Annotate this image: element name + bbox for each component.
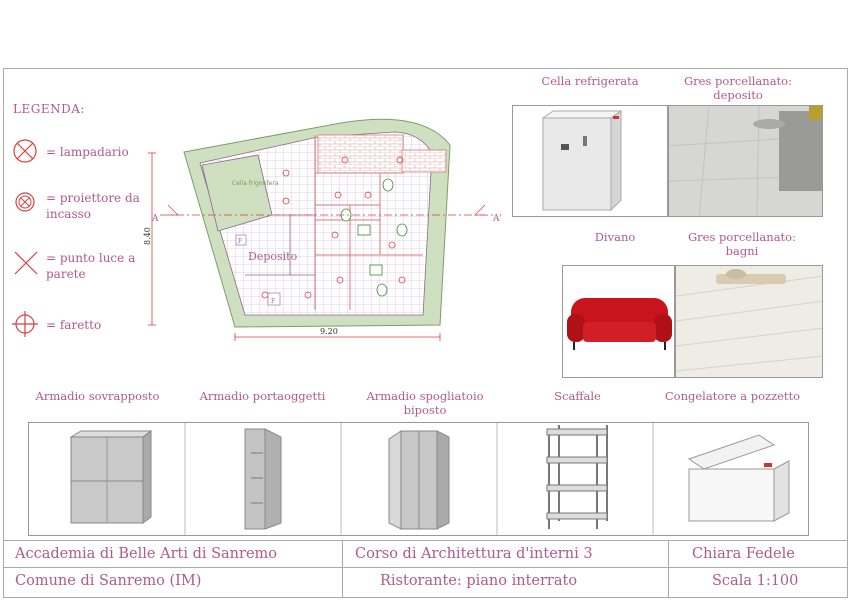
floor-plan	[140, 105, 510, 350]
storage-room-label: Deposito	[248, 250, 298, 263]
caption-double-locker: Armadio spogliatoio biposto	[366, 389, 484, 417]
dimension-width-label: 9.20	[320, 327, 338, 336]
caption-sofa: Divano	[594, 230, 636, 244]
recessed-spotlight-icon	[12, 190, 42, 218]
brick-area	[318, 135, 403, 173]
footer-project: Ristorante: piano interrato	[380, 573, 578, 589]
legend-label: = punto luce a parete	[46, 251, 136, 281]
footer-course: Corso di Architettura d'interni 3	[355, 546, 593, 562]
footer-divider	[3, 567, 848, 568]
caption-floor-bath: Gres porcellanato: bagni	[688, 230, 796, 258]
footer-author: Chiara Fedele	[692, 546, 795, 562]
caption-cold-room: Cella refrigerata	[541, 74, 639, 88]
toilet-fixture	[383, 179, 393, 191]
legend-label: = proiettore da incasso	[46, 191, 140, 221]
cold-room-label: Cella frigorifera	[232, 180, 279, 187]
spotlight-icon	[12, 310, 42, 340]
toilet-fixture	[397, 224, 407, 236]
mark-f: F	[271, 298, 276, 305]
legend-label: = lampadario	[46, 145, 129, 159]
toilet-fixture	[377, 284, 387, 296]
section-label-left: A	[152, 214, 159, 224]
stacked-cabinet-image	[71, 431, 151, 523]
footer-divider	[3, 540, 848, 541]
sink-fixture	[358, 225, 370, 235]
caption-shelving: Scaffale	[554, 389, 601, 403]
caption-stacked-cabinet: Armadio sovrapposto	[35, 389, 160, 403]
red-sofa-image	[562, 265, 675, 378]
legend-title: LEGENDA:	[13, 102, 85, 116]
white-wood-tile-image	[675, 265, 823, 378]
legend-label: = faretto	[46, 318, 102, 332]
cold-room-image	[512, 105, 668, 217]
caption-chest-freezer: Congelatore a pozzetto	[664, 389, 801, 403]
locker-cabinet-image	[245, 429, 281, 529]
footer-comune: Comune di Sanremo (IM)	[15, 573, 202, 589]
double-locker-image	[389, 431, 449, 529]
footer-divider	[342, 540, 343, 598]
mark-f: F	[238, 238, 243, 245]
grey-tile-floor-image	[668, 105, 823, 217]
furniture-image-strip	[28, 422, 809, 536]
chandelier-icon	[12, 138, 42, 166]
footer-divider	[668, 540, 669, 598]
section-label-right: A'	[493, 214, 502, 224]
footer-academy: Accademia di Belle Arti di Sanremo	[15, 546, 278, 562]
footer-scale: Scala 1:100	[712, 573, 799, 589]
caption-floor-storage: Gres porcellanato: deposito	[684, 74, 792, 102]
dimension-height-label: 8.40	[143, 227, 152, 245]
caption-locker-cabinet: Armadio portaoggetti	[199, 389, 326, 403]
wall-light-icon	[12, 250, 42, 278]
chest-freezer-image	[689, 435, 789, 521]
shelving-image	[547, 425, 607, 529]
brick-area	[402, 150, 446, 172]
sink-fixture	[370, 265, 382, 275]
